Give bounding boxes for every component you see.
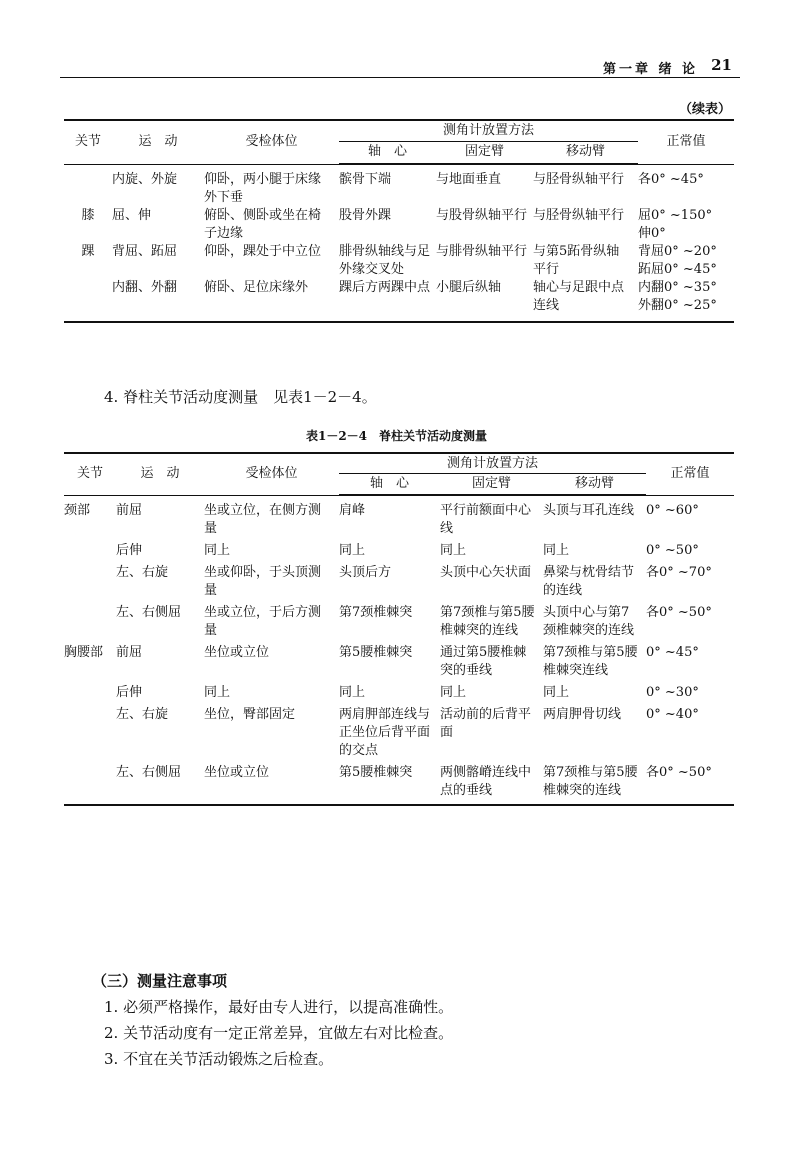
joint-cell: 膝 [81,207,95,223]
motion-cell: 屈、伸 [112,207,152,223]
table-row [64,644,734,684]
axis-cell: 头顶后方 [339,564,392,580]
table-row [64,706,734,764]
normal-cell: 各0° ~50° [646,764,712,780]
position-cell: 仰卧，踝处于中立位 [204,243,322,259]
position-cell: 同上 [204,542,231,558]
joint-cell: 颈部 [64,502,91,518]
fixed-arm-cell: 同上 [440,684,467,700]
moving-arm-cell: 两肩胛骨切线 [543,706,622,722]
motion-cell: 背屈、跖屈 [112,243,178,259]
running-header [60,56,740,76]
normal-cell: 0° ~60° [646,502,699,518]
joint-cell [64,684,116,706]
moving-arm-cell: 第7颈椎与第5腰椎棘突连线 [543,644,638,678]
joint-cell [64,604,116,644]
notes-title: （三）测量注意事项 [92,972,228,990]
col-normal: 正常值 [666,134,706,149]
table-row [64,207,734,243]
chapter-title: 第一章 绪 论 [602,62,698,77]
fixed-arm-cell: 小腿后纵轴 [436,279,502,295]
moving-arm-cell: 与胫骨纵轴平行 [533,171,625,187]
normal-cell: 0° ~30° [646,684,699,700]
moving-arm-cell: 与胫骨纵轴平行 [533,207,625,223]
fixed-arm-cell: 活动前的后背平面 [440,706,532,740]
position-cell: 俯卧、足位床缘外 [204,279,309,295]
col-method-group: 测角计放置方法 [339,120,638,142]
motion-cell: 左、右旋 [116,706,169,722]
axis-cell: 腓骨纵轴线与足外缘交叉处 [339,243,431,277]
normal-cell: 背屈0° ~20° 跖屈0° ~45° [638,243,717,277]
joint-cell: 胸腰部 [64,644,104,660]
fixed-arm-cell: 与地面垂直 [436,171,502,187]
table-row [64,164,734,207]
axis-cell: 第7颈椎棘突 [339,604,413,620]
joint-cell [64,542,116,564]
table-row [64,243,734,279]
axis-cell: 两肩胛部连线与正坐位后背平面的交点 [339,706,431,758]
position-cell: 坐或立位，在侧方测量 [204,502,322,536]
continuation-label: （续表） [678,102,731,117]
joint-cell [64,764,116,805]
moving-arm-cell: 与第5跖骨纵轴平行 [533,243,620,277]
fixed-arm-cell: 第7颈椎与第5腰椎棘突的连线 [440,604,535,638]
motion-cell: 左、右侧屈 [116,604,182,620]
normal-cell: 0° ~50° [646,542,699,558]
joint-cell [64,706,116,764]
col-moving-arm: 移动臂 [543,474,646,494]
motion-cell: 后伸 [116,542,143,558]
position-cell: 坐位或立位 [204,764,270,780]
axis-cell: 肩峰 [339,502,366,518]
knee-ankle-rom-table [64,119,734,323]
axis-cell: 第5腰椎棘突 [339,644,413,660]
table-row [64,542,734,564]
position-cell: 仰卧，两小腿于床缘外下垂 [204,171,322,205]
table-row [64,564,734,604]
col-normal: 正常值 [670,466,710,481]
joint-cell: 踝 [81,243,95,259]
fixed-arm-cell: 头顶中心矢状面 [440,564,532,580]
col-moving-arm: 移动臂 [533,142,638,163]
table-row [64,764,734,805]
axis-cell: 髌骨下端 [339,171,392,187]
axis-cell: 第5腰椎棘突 [339,764,413,780]
normal-cell: 各0° ~50° [646,604,712,620]
fixed-arm-cell: 同上 [440,542,467,558]
col-position: 受检体位 [245,466,298,481]
moving-arm-cell: 鼻梁与枕骨结节的连线 [543,564,635,598]
joint-cell [64,564,116,604]
col-motion: 运 动 [140,466,180,481]
table-row [64,279,734,322]
motion-cell: 前屈 [116,502,143,518]
normal-cell: 各0° ~70° [646,564,712,580]
moving-arm-cell: 头顶中心与第7颈椎棘突的连线 [543,604,635,638]
col-axis: 轴 心 [339,474,440,494]
normal-cell: 屈0° ~150° 伸0° [638,207,713,241]
fixed-arm-cell: 与股骨纵轴平行 [436,207,528,223]
col-joint: 关节 [74,134,101,149]
measurement-notes [92,968,453,1072]
motion-cell: 前屈 [116,644,143,660]
spine-rom-table [64,452,734,806]
axis-cell: 股骨外踝 [339,207,392,223]
moving-arm-cell: 同上 [543,684,570,700]
notes-item: 2. 关节活动度有一定正常差异，宜做左右对比检查。 [104,1024,454,1042]
position-cell: 坐或立位，于后方测量 [204,604,322,638]
motion-cell: 内翻、外翻 [112,279,178,295]
moving-arm-cell: 同上 [543,542,570,558]
axis-cell: 同上 [339,684,366,700]
header-rule [60,77,740,78]
table-caption: 表1－2－4 脊柱关节活动度测量 [305,429,488,443]
col-position: 受检体位 [245,134,298,149]
fixed-arm-cell: 与腓骨纵轴平行 [436,243,528,259]
motion-cell: 内旋、外旋 [112,171,178,187]
axis-cell: 同上 [339,542,366,558]
table-row [64,495,734,542]
section-heading-spine: 4. 脊柱关节活动度测量 见表1－2－4。 [104,388,377,406]
position-cell: 坐位，臀部固定 [204,706,296,722]
position-cell: 俯卧、侧卧或坐在椅子边缘 [204,207,322,241]
table-row [64,684,734,706]
notes-item: 3. 不宜在关节活动锻炼之后检查。 [104,1050,334,1068]
moving-arm-cell: 头顶与耳孔连线 [543,502,635,518]
motion-cell: 后伸 [116,684,143,700]
col-motion: 运 动 [138,134,178,149]
normal-cell: 0° ~45° [646,644,699,660]
normal-cell: 内翻0° ~35° 外翻0° ~25° [638,279,717,313]
position-cell: 同上 [204,684,231,700]
col-method-group: 测角计放置方法 [339,453,646,474]
motion-cell: 左、右旋 [116,564,169,580]
table-row [64,604,734,644]
fixed-arm-cell: 通过第5腰椎棘突的垂线 [440,644,527,678]
col-fixed-arm: 固定臂 [436,142,533,163]
normal-cell: 各0° ~45° [638,171,704,187]
axis-cell: 踝后方两踝中点 [339,279,431,295]
moving-arm-cell: 轴心与足跟中点连线 [533,279,625,313]
position-cell: 坐位或立位 [204,644,270,660]
fixed-arm-cell: 平行前额面中心线 [440,502,532,536]
fixed-arm-cell: 两侧髂嵴连线中点的垂线 [440,764,532,798]
position-cell: 坐或仰卧，于头顶测量 [204,564,322,598]
col-fixed-arm: 固定臂 [440,474,543,494]
col-joint: 关节 [76,466,103,481]
col-axis: 轴 心 [339,142,436,163]
motion-cell: 左、右侧屈 [116,764,182,780]
notes-item: 1. 必须严格操作，最好由专人进行，以提高准确性。 [104,998,454,1016]
page-number: 21 [711,56,732,74]
normal-cell: 0° ~40° [646,706,699,722]
moving-arm-cell: 第7颈椎与第5腰椎棘突的连线 [543,764,638,798]
